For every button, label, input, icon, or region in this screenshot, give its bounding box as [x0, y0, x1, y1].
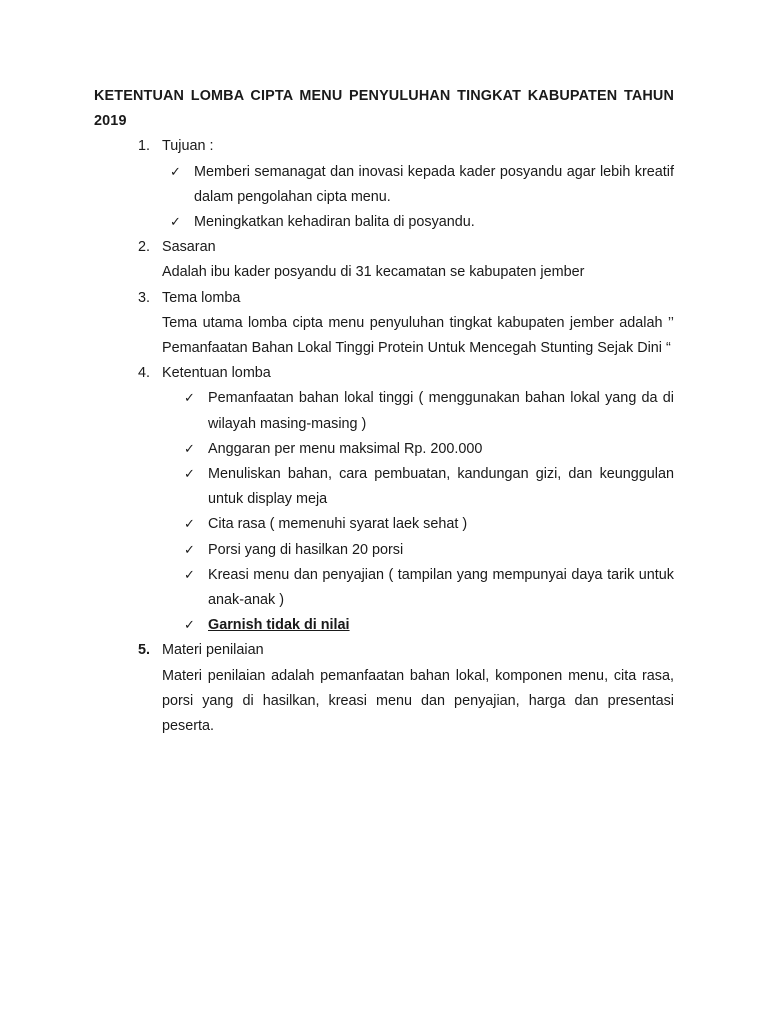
checkmark-icon: ✓ [184, 441, 195, 457]
section-heading: Tujuan : [162, 138, 214, 155]
section-paragraph: Tema utama lomba cipta menu penyuluhan tingkat kabupaten jember adalah ’’ Pemanfaatan Bahan Lokal Tinggi Protein Untuk Mencegah Stunting Sejak Dini “ [162, 314, 674, 357]
section-heading: Tema lomba [162, 289, 241, 306]
checklist [162, 160, 674, 236]
checkmark-icon: ✓ [184, 618, 195, 634]
list-item [184, 512, 674, 537]
list-item [184, 437, 674, 462]
list-item-text: Memberi semanagat dan inovasi kepada kader posyandu agar lebih kreatif dalam pengolahan cipta menu. [194, 163, 674, 205]
list-item [170, 160, 674, 210]
list-item [184, 563, 674, 613]
section-heading: Sasaran [162, 239, 216, 256]
section-number: 2. [138, 239, 151, 256]
checkmark-icon: ✓ [170, 215, 181, 231]
section-number: 5. [138, 642, 151, 659]
list-item [170, 210, 674, 235]
list-item-text: Cita rasa ( memenuhi syarat laek sehat ) [208, 516, 468, 533]
document-body [94, 84, 674, 739]
section-materi-penilaian [94, 638, 674, 739]
list-item-text: Meningkatkan kehadiran balita di posyandu. [194, 214, 475, 231]
list-item-text: Menuliskan bahan, cara pembuatan, kandungan gizi, dan keunggulan untuk display meja [208, 466, 674, 508]
section-tujuan [94, 134, 674, 235]
checkmark-icon: ✓ [184, 542, 195, 558]
list-item [184, 462, 674, 512]
list-item-text: Anggaran per menu maksimal Rp. 200.000 [208, 440, 483, 457]
list-item-text: Pemanfaatan bahan lokal tinggi ( menggunakan bahan lokal yang da di wilayah masing-masing ) [208, 390, 674, 432]
checkmark-icon: ✓ [170, 164, 181, 180]
list-item-text: Kreasi menu dan penyajian ( tampilan yang mempunyai daya tarik untuk anak-anak ) [208, 566, 674, 609]
section-ketentuan-lomba [94, 361, 674, 638]
section-heading: Ketentuan lomba [162, 365, 271, 382]
list-item [184, 386, 674, 436]
section-paragraph: Adalah ibu kader posyandu di 31 kecamatan se kabupaten jember [162, 264, 585, 281]
section-sasaran [94, 235, 674, 285]
list-item-emphasis [184, 613, 674, 638]
section-tema-lomba [94, 286, 674, 362]
list-item-text: Porsi yang di hasilkan 20 porsi [208, 541, 404, 558]
checklist [162, 386, 674, 638]
checkmark-icon: ✓ [184, 467, 195, 483]
list-item [184, 538, 674, 563]
document-title: KETENTUAN LOMBA CIPTA MENU PENYULUHAN TINGKAT KABUPATEN TAHUN 2019 [94, 88, 674, 130]
section-heading: Materi penilaian [162, 642, 264, 659]
section-number: 3. [138, 289, 151, 306]
section-number: 4. [138, 365, 151, 382]
section-number: 1. [138, 138, 151, 155]
section-paragraph: Materi penilaian adalah pemanfaatan bahan lokal, komponen menu, cita rasa, porsi yang di hasilkan, kreasi menu dan penyajian, harga dan presentasi peserta. [162, 667, 674, 735]
checkmark-icon: ✓ [184, 517, 195, 533]
checkmark-icon: ✓ [184, 567, 195, 583]
list-item-text: Garnish tidak di nilai [208, 617, 350, 634]
checkmark-icon: ✓ [184, 391, 195, 407]
